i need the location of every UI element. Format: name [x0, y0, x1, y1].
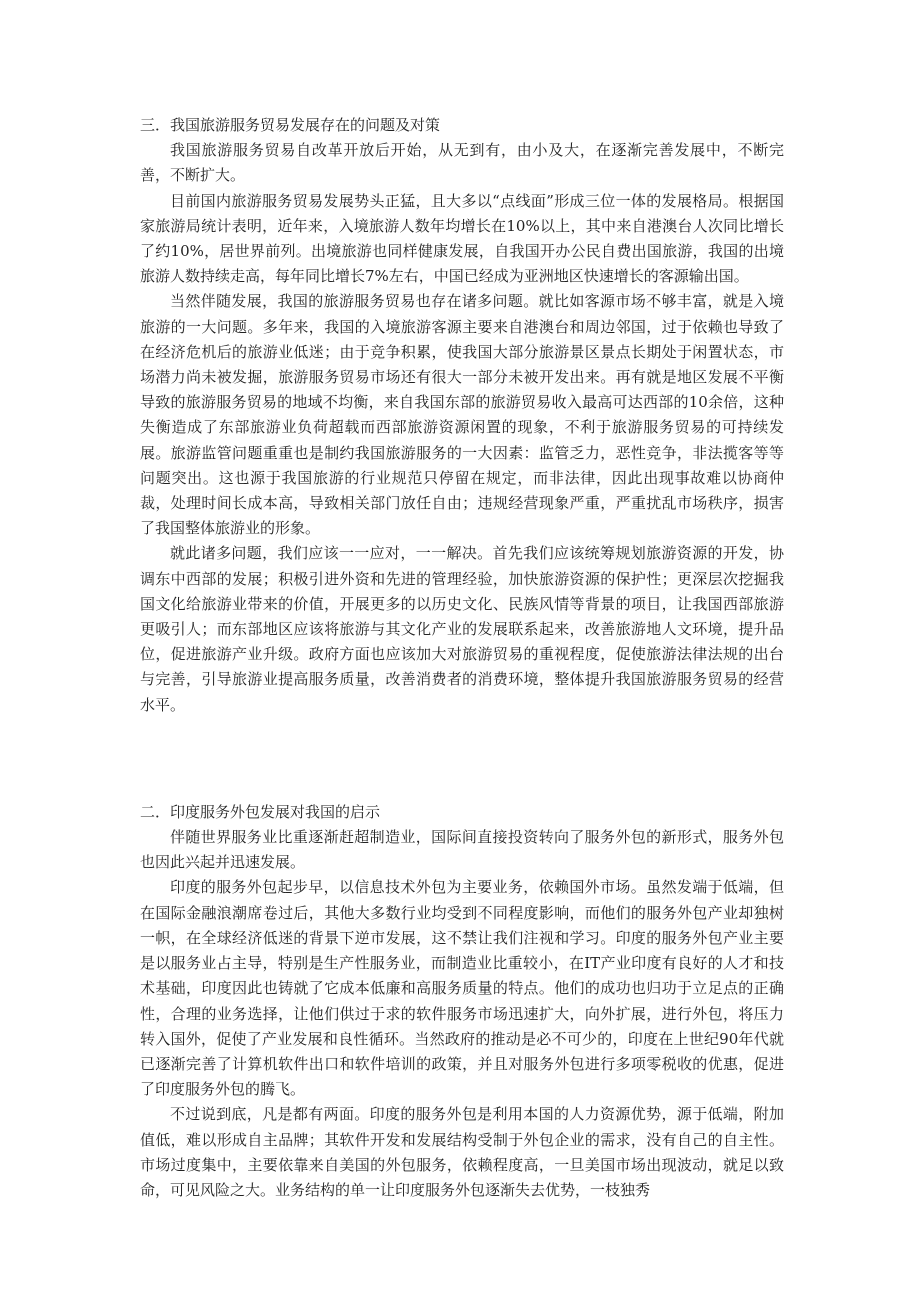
- paragraph: 不过说到底，凡是都有两面。印度的服务外包是利用本国的人力资源优势，源于低端，附加值低，难以形成自主品牌；其软件开发和发展结构受制于外包企业的需求，没有自己的自主性。市场过度集中，主要依靠来自美国的外包服务，依赖程度高，一旦美国市场出现波动，就足以致命，可见风险之大。业务结构的单一让印度服务外包逐渐失去优势，一枝独秀: [140, 1105, 784, 1199]
- paragraph: 印度的服务外包起步早，以信息技术外包为主要业务，依赖国外市场。虽然发端于低端，但在国际金融浪潮席卷过后，其他大多数行业均受到不同程度影响，而他们的服务外包产业却独树一帜，在全球经济低迷的背景下逆市发展，这不禁让我们注视和学习。印度的服务外包产业主要是以服务业占主导，特别是生产性服务业，而制造业比重较小，在IT产业印度有良好的人才和技术基础，印度因此也铸就了它成本低廉和高服务质量的特点。他们的成功也归功于立足点的正确性，合理的业务选择，让他们供过于求的软件服务市场迅速扩大，向外扩展，进行外包，将压力转入国外，促使了产业发展和良性循环。当然政府的推动是必不可少的，印度在上世纪90年代就已逐渐完善了计算机软件出口和软件培训的政策，并且对服务外包进行多项零税收的优惠，促进了印度服务外包的腾飞。: [140, 878, 784, 1099]
- paragraph: 我国旅游服务贸易自改革开放后开始，从无到有，由小及大，在逐渐完善发展中，不断完善，不断扩大。: [140, 141, 784, 185]
- paragraph: 就此诸多问题，我们应该一一应对，一一解决。首先我们应该统筹规划旅游资源的开发，协调东中西部的发展；积极引进外资和先进的管理经验，加快旅游资源的保护性；更深层次挖掘我国文化给旅游业带来的价值，开展更多的以历史文化、民族风情等背景的项目，让我国西部旅游更吸引人；而东部地区应该将旅游与其文化产业的发展联系起来，改善旅游地人文环境，提升品位，促进旅游产业升级。政府方面也应该加大对旅游贸易的重视程度，促使旅游法律法规的出台与完善，引导旅游业提高服务质量，改善消费者的消费环境，整体提升我国旅游服务贸易的经营水平。: [140, 544, 784, 714]
- paragraph: 目前国内旅游服务贸易发展势头正猛，且大多以“点线面”形成三位一体的发展格局。根据国家旅游局统计表明，近年来，入境旅游人数年均增长在10%以上，其中来自港澳台人次同比增长了约10%，居世界前列。出境旅游也同样健康发展，自我国开办公民自费出国旅游，我国的出境旅游人数持续走高，每年同比增长7%左右，中国已经成为亚洲地区快速增长的客源输出国。: [140, 191, 784, 286]
- paragraph: 伴随世界服务业比重逐渐赶超制造业，国际间直接投资转向了服务外包的新形式，服务外包也因此兴起并迅速发展。: [140, 828, 784, 872]
- document-page: [140, 113, 784, 1203]
- section-heading: 三．我国旅游服务贸易发展存在的问题及对策: [140, 116, 441, 134]
- section-heading: 二．印度服务外包发展对我国的启示: [140, 802, 381, 821]
- section-spacer: [140, 718, 784, 800]
- paragraph: 当然伴随发展，我国的旅游服务贸易也存在诸多问题。就比如客源市场不够丰富，就是入境旅游的一大问题。多年来，我国的入境旅游客源主要来自港澳台和周边邻国，过于依赖也导致了在经济危机后的旅游业低迷；由于竞争积累，使我国大部分旅游景区景点长期处于闲置状态，市场潜力尚未被发掘，旅游服务贸易市场还有很大一部分未被开发出来。再有就是地区发展不平衡导致的旅游服务贸易的地域不均衡，来自我国东部的旅游贸易收入最高可达西部的10余倍，这种失衡造成了东部旅游业负荷超载而西部旅游资源闲置的现象，不利于旅游服务贸易的可持续发展。旅游监管问题重重也是制约我国旅游服务的一大因素：监管乏力，恶性竞争，非法揽客等等问题突出。这也源于我国旅游的行业规范只停留在规定，而非法律，因此出现事故难以协商仲裁，处理时间长成本高，导致相关部门放任自由；违规经营现象严重，严重扰乱市场秩序，损害了我国整体旅游业的形象。: [140, 292, 784, 538]
